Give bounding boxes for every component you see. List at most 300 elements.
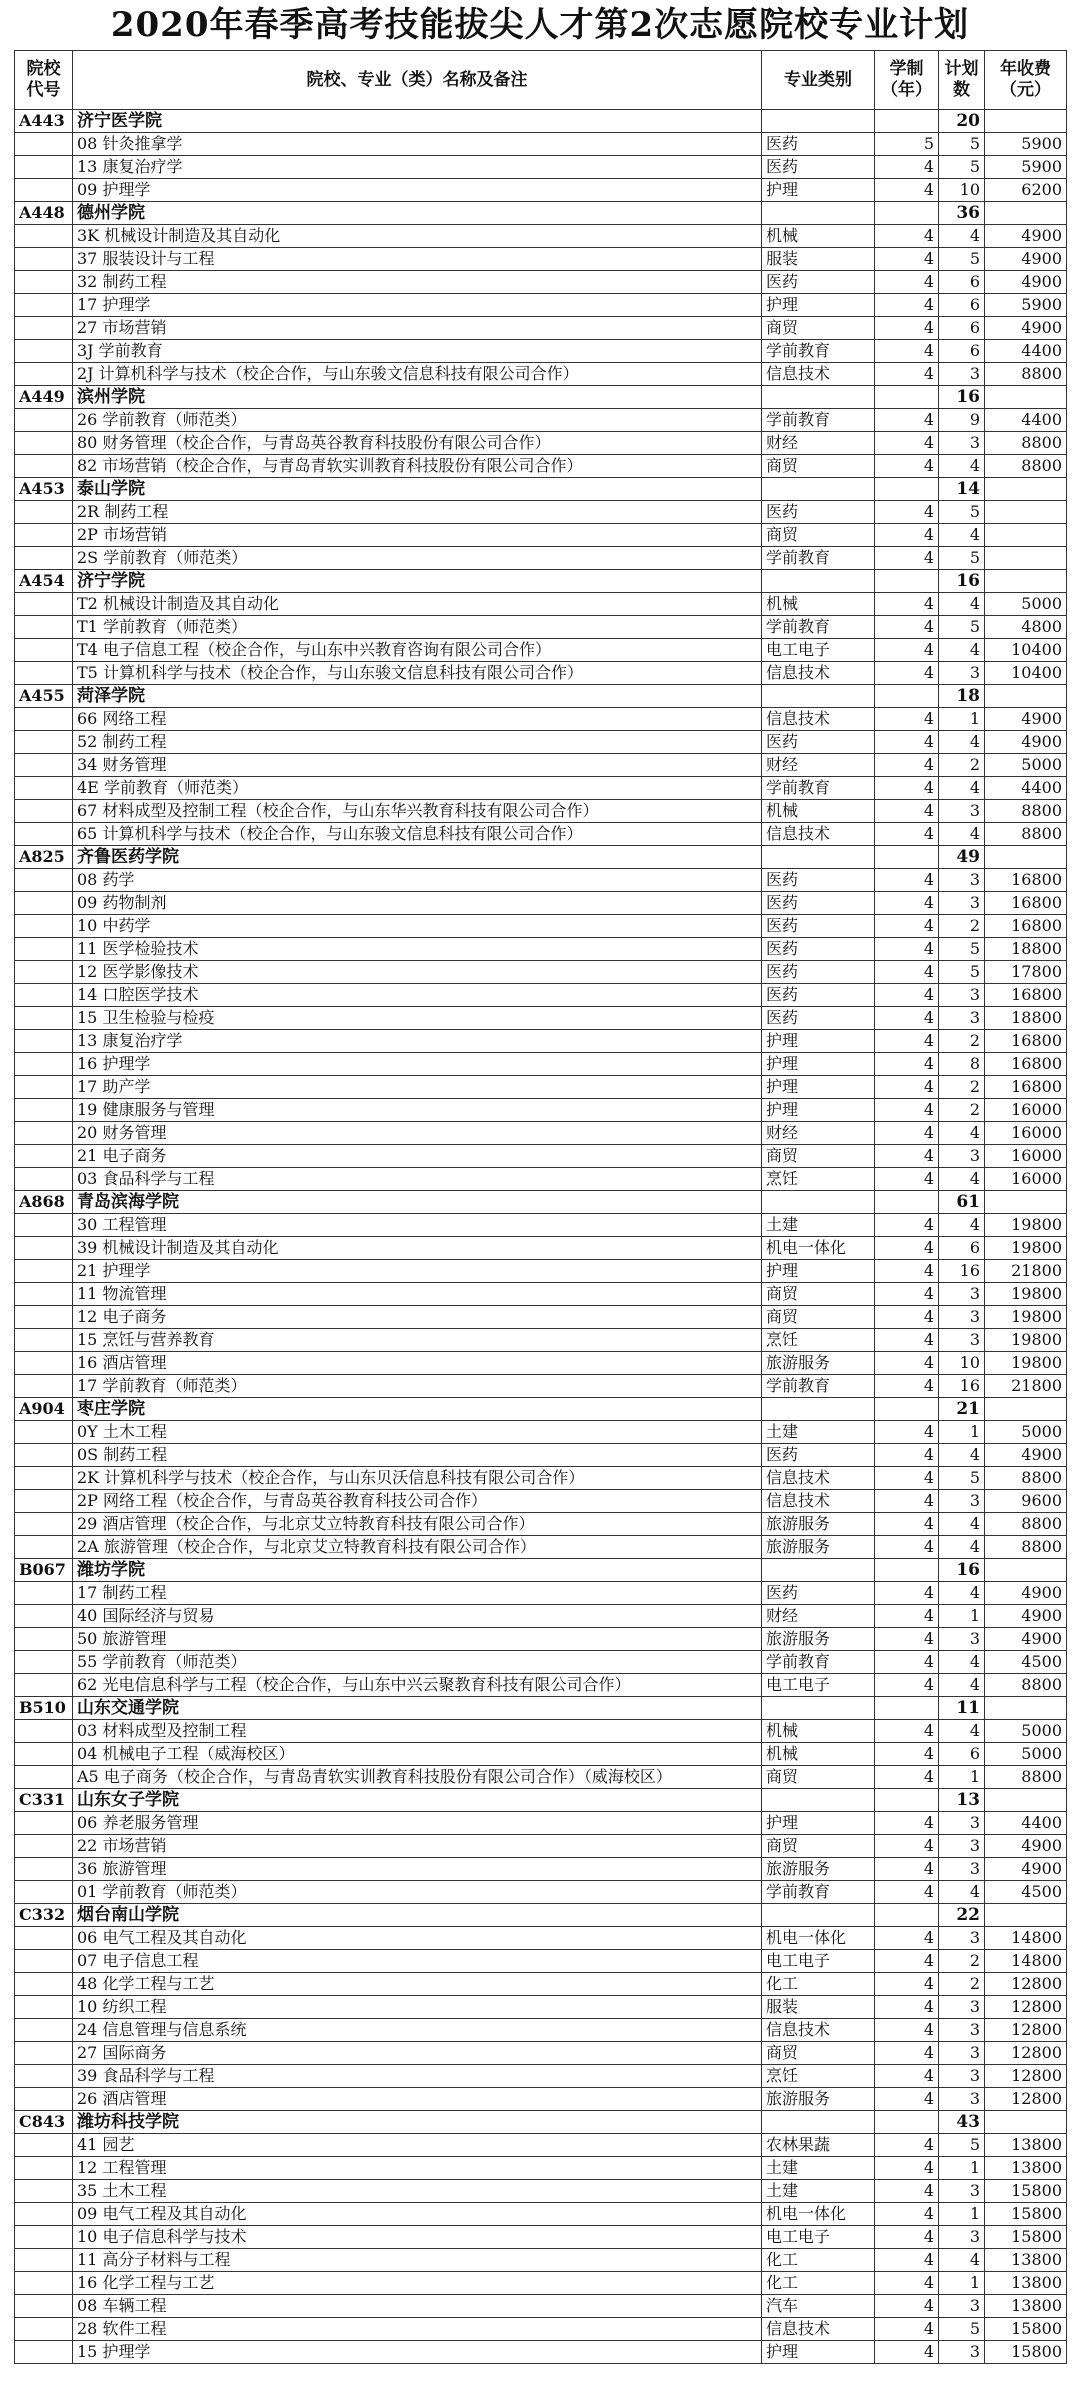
major-category: 医药 (762, 731, 875, 754)
major-name: 66 网络工程 (73, 708, 762, 731)
major-code-empty (15, 501, 73, 524)
school-years-empty (875, 1191, 939, 1214)
major-count: 5 (939, 961, 985, 984)
school-fee-empty (985, 1904, 1067, 1927)
major-count: 6 (939, 271, 985, 294)
school-category-empty (762, 110, 875, 133)
major-category: 医药 (762, 1007, 875, 1030)
major-category: 旅游服务 (762, 1628, 875, 1651)
school-name: 烟台南山学院 (73, 1904, 762, 1927)
school-code: A449 (15, 386, 73, 409)
major-name: 03 材料成型及控制工程 (73, 1720, 762, 1743)
major-fee: 15800 (985, 2180, 1067, 2203)
major-row (15, 777, 1067, 800)
major-code-empty (15, 2249, 73, 2272)
school-category-empty (762, 846, 875, 869)
major-name: 16 酒店管理 (73, 1352, 762, 1375)
major-category: 信息技术 (762, 363, 875, 386)
major-row (15, 1421, 1067, 1444)
major-fee (985, 524, 1067, 547)
major-category: 机械 (762, 225, 875, 248)
major-years: 4 (875, 639, 939, 662)
major-fee: 5000 (985, 1421, 1067, 1444)
major-count: 2 (939, 754, 985, 777)
major-years: 4 (875, 1628, 939, 1651)
major-years: 5 (875, 133, 939, 156)
major-years: 4 (875, 2019, 939, 2042)
major-years: 4 (875, 1950, 939, 1973)
major-row (15, 1605, 1067, 1628)
major-row (15, 1214, 1067, 1237)
school-category-empty (762, 386, 875, 409)
major-name: T5 计算机科学与技术（校企合作，与山东骏文信息科技有限公司合作） (73, 662, 762, 685)
major-count: 5 (939, 156, 985, 179)
school-code: A455 (15, 685, 73, 708)
major-name: 12 电子商务 (73, 1306, 762, 1329)
major-category: 信息技术 (762, 1490, 875, 1513)
school-total: 18 (939, 685, 985, 708)
major-count: 3 (939, 892, 985, 915)
major-years: 4 (875, 1306, 939, 1329)
major-row (15, 1996, 1067, 2019)
major-fee: 13800 (985, 2157, 1067, 2180)
major-row (15, 892, 1067, 915)
school-name: 德州学院 (73, 202, 762, 225)
major-category: 旅游服务 (762, 1513, 875, 1536)
major-name: 17 学前教育（师范类） (73, 1375, 762, 1398)
major-category: 化工 (762, 2272, 875, 2295)
major-name: 27 市场营销 (73, 317, 762, 340)
major-count: 4 (939, 225, 985, 248)
major-name: 15 护理学 (73, 2341, 762, 2364)
major-name: 17 助产学 (73, 1076, 762, 1099)
major-name: 09 护理学 (73, 179, 762, 202)
major-code-empty (15, 892, 73, 915)
header-count: 计划数 (939, 51, 985, 110)
school-row (15, 846, 1067, 869)
major-years: 4 (875, 892, 939, 915)
major-fee: 4800 (985, 616, 1067, 639)
major-name: 82 市场营销（校企合作，与青岛青软实训教育科技股份有限公司合作） (73, 455, 762, 478)
major-code-empty (15, 340, 73, 363)
major-count: 4 (939, 1214, 985, 1237)
major-category: 商贸 (762, 317, 875, 340)
major-row (15, 2180, 1067, 2203)
major-name: 19 健康服务与管理 (73, 1099, 762, 1122)
major-count: 4 (939, 823, 985, 846)
major-fee (985, 501, 1067, 524)
major-row (15, 869, 1067, 892)
major-fee: 8800 (985, 363, 1067, 386)
major-fee: 13800 (985, 2295, 1067, 2318)
major-count: 4 (939, 2249, 985, 2272)
school-name: 滨州学院 (73, 386, 762, 409)
major-code-empty (15, 317, 73, 340)
major-category: 信息技术 (762, 823, 875, 846)
major-row (15, 1352, 1067, 1375)
major-category: 电工电子 (762, 639, 875, 662)
major-years: 4 (875, 1743, 939, 1766)
major-code-empty (15, 1444, 73, 1467)
major-code-empty (15, 1145, 73, 1168)
major-name: 10 纺织工程 (73, 1996, 762, 2019)
major-count: 3 (939, 2295, 985, 2318)
major-count: 4 (939, 593, 985, 616)
major-name: 32 制药工程 (73, 271, 762, 294)
major-years: 4 (875, 1536, 939, 1559)
major-count: 16 (939, 1260, 985, 1283)
major-row (15, 432, 1067, 455)
major-code-empty (15, 938, 73, 961)
major-row (15, 1283, 1067, 1306)
school-years-empty (875, 1398, 939, 1421)
major-name: 08 车辆工程 (73, 2295, 762, 2318)
major-category: 旅游服务 (762, 1858, 875, 1881)
school-years-empty (875, 1904, 939, 1927)
major-code-empty (15, 524, 73, 547)
major-category: 化工 (762, 2249, 875, 2272)
major-code-empty (15, 1605, 73, 1628)
school-code: C843 (15, 2111, 73, 2134)
major-fee: 16800 (985, 984, 1067, 1007)
major-category: 护理 (762, 1099, 875, 1122)
major-years: 4 (875, 1007, 939, 1030)
school-years-empty (875, 1559, 939, 1582)
major-code-empty (15, 547, 73, 570)
major-row (15, 593, 1067, 616)
major-category: 电工电子 (762, 1950, 875, 1973)
school-code: A825 (15, 846, 73, 869)
major-code-empty (15, 639, 73, 662)
major-category: 财经 (762, 1122, 875, 1145)
school-category-empty (762, 1191, 875, 1214)
major-row (15, 156, 1067, 179)
major-category: 化工 (762, 1973, 875, 1996)
school-code: A868 (15, 1191, 73, 1214)
major-code-empty (15, 2019, 73, 2042)
major-row (15, 294, 1067, 317)
major-fee: 19800 (985, 1283, 1067, 1306)
major-category: 医药 (762, 961, 875, 984)
major-count: 2 (939, 1973, 985, 1996)
major-years: 4 (875, 2134, 939, 2157)
major-code-empty (15, 409, 73, 432)
major-fee: 12800 (985, 2019, 1067, 2042)
major-code-empty (15, 823, 73, 846)
major-category: 电工电子 (762, 2226, 875, 2249)
major-count: 4 (939, 1881, 985, 1904)
major-name: 17 护理学 (73, 294, 762, 317)
school-total: 20 (939, 110, 985, 133)
major-row (15, 547, 1067, 570)
major-name: 04 机械电子工程（威海校区） (73, 1743, 762, 1766)
major-fee: 16800 (985, 869, 1067, 892)
major-years: 4 (875, 179, 939, 202)
major-category: 护理 (762, 294, 875, 317)
school-name: 潍坊科技学院 (73, 2111, 762, 2134)
major-code-empty (15, 593, 73, 616)
major-fee: 17800 (985, 961, 1067, 984)
major-name: 27 国际商务 (73, 2042, 762, 2065)
major-row (15, 2318, 1067, 2341)
major-category: 医药 (762, 156, 875, 179)
major-count: 2 (939, 1099, 985, 1122)
major-category: 商贸 (762, 1306, 875, 1329)
major-row (15, 1628, 1067, 1651)
major-row (15, 1674, 1067, 1697)
major-name: 24 信息管理与信息系统 (73, 2019, 762, 2042)
major-fee: 8800 (985, 1536, 1067, 1559)
major-name: 12 工程管理 (73, 2157, 762, 2180)
major-code-empty (15, 1030, 73, 1053)
major-row (15, 225, 1067, 248)
major-name: 16 化学工程与工艺 (73, 2272, 762, 2295)
school-category-empty (762, 1697, 875, 1720)
major-fee: 15800 (985, 2226, 1067, 2249)
major-fee: 8800 (985, 1467, 1067, 1490)
major-code-empty (15, 2065, 73, 2088)
major-fee: 18800 (985, 938, 1067, 961)
major-fee: 19800 (985, 1329, 1067, 1352)
major-name: 22 市场营销 (73, 1835, 762, 1858)
major-count: 3 (939, 2065, 985, 2088)
major-name: 08 药学 (73, 869, 762, 892)
major-row (15, 501, 1067, 524)
major-code-empty (15, 1651, 73, 1674)
major-category: 学前教育 (762, 340, 875, 363)
major-fee: 4900 (985, 1858, 1067, 1881)
school-name: 青岛滨海学院 (73, 1191, 762, 1214)
major-row (15, 1720, 1067, 1743)
major-category: 机械 (762, 800, 875, 823)
major-code-empty (15, 1835, 73, 1858)
major-years: 4 (875, 1674, 939, 1697)
major-category: 信息技术 (762, 2318, 875, 2341)
school-row (15, 202, 1067, 225)
major-years: 4 (875, 1513, 939, 1536)
school-name: 泰山学院 (73, 478, 762, 501)
major-years: 4 (875, 1582, 939, 1605)
major-category: 汽车 (762, 2295, 875, 2318)
major-count: 4 (939, 731, 985, 754)
major-category: 医药 (762, 915, 875, 938)
major-name: 40 国际经济与贸易 (73, 1605, 762, 1628)
major-count: 5 (939, 616, 985, 639)
major-count: 3 (939, 1812, 985, 1835)
major-years: 4 (875, 1881, 939, 1904)
major-count: 3 (939, 2180, 985, 2203)
major-years: 4 (875, 524, 939, 547)
major-row (15, 363, 1067, 386)
major-years: 4 (875, 754, 939, 777)
school-code: A454 (15, 570, 73, 593)
major-count: 4 (939, 639, 985, 662)
school-total: 16 (939, 1559, 985, 1582)
major-years: 4 (875, 1352, 939, 1375)
major-fee: 16800 (985, 915, 1067, 938)
major-row (15, 1651, 1067, 1674)
major-row (15, 2295, 1067, 2318)
major-name: 01 学前教育（师范类） (73, 1881, 762, 1904)
major-name: 09 药物制剂 (73, 892, 762, 915)
major-code-empty (15, 1329, 73, 1352)
major-category: 学前教育 (762, 409, 875, 432)
major-years: 4 (875, 2203, 939, 2226)
major-fee: 8800 (985, 800, 1067, 823)
major-count: 5 (939, 248, 985, 271)
school-row (15, 1904, 1067, 1927)
major-code-empty (15, 1099, 73, 1122)
major-name: 11 物流管理 (73, 1283, 762, 1306)
school-name: 山东交通学院 (73, 1697, 762, 1720)
major-years: 4 (875, 2088, 939, 2111)
major-row (15, 1766, 1067, 1789)
major-fee: 4400 (985, 777, 1067, 800)
school-total: 16 (939, 386, 985, 409)
major-fee: 8800 (985, 1766, 1067, 1789)
school-years-empty (875, 1697, 939, 1720)
major-category: 护理 (762, 1260, 875, 1283)
major-category: 学前教育 (762, 616, 875, 639)
major-code-empty (15, 2272, 73, 2295)
major-years: 4 (875, 984, 939, 1007)
major-category: 机电一体化 (762, 1927, 875, 1950)
header-years: 学制（年） (875, 51, 939, 110)
major-code-empty (15, 1950, 73, 1973)
major-name: 03 食品科学与工程 (73, 1168, 762, 1191)
major-code-empty (15, 984, 73, 1007)
major-years: 4 (875, 340, 939, 363)
major-code-empty (15, 432, 73, 455)
major-fee: 16000 (985, 1145, 1067, 1168)
major-years: 4 (875, 1076, 939, 1099)
major-count: 5 (939, 2134, 985, 2157)
major-count: 6 (939, 317, 985, 340)
major-category: 土建 (762, 2180, 875, 2203)
major-count: 4 (939, 524, 985, 547)
major-name: 15 卫生检验与检疫 (73, 1007, 762, 1030)
major-fee: 4400 (985, 340, 1067, 363)
major-name: 21 护理学 (73, 1260, 762, 1283)
major-category: 旅游服务 (762, 1352, 875, 1375)
major-fee: 12800 (985, 1996, 1067, 2019)
major-count: 8 (939, 1053, 985, 1076)
major-code-empty (15, 777, 73, 800)
major-row (15, 1467, 1067, 1490)
header-fee: 年收费（元） (985, 51, 1067, 110)
major-code-empty (15, 455, 73, 478)
major-fee: 5900 (985, 294, 1067, 317)
major-years: 4 (875, 248, 939, 271)
major-code-empty (15, 1536, 73, 1559)
major-category: 土建 (762, 1421, 875, 1444)
major-count: 6 (939, 294, 985, 317)
major-count: 5 (939, 501, 985, 524)
major-fee: 4900 (985, 1628, 1067, 1651)
school-fee-empty (985, 1191, 1067, 1214)
major-row (15, 2203, 1067, 2226)
major-category: 护理 (762, 1812, 875, 1835)
major-row (15, 1950, 1067, 1973)
major-row (15, 961, 1067, 984)
school-row (15, 478, 1067, 501)
major-row (15, 1168, 1067, 1191)
major-row (15, 1490, 1067, 1513)
school-category-empty (762, 570, 875, 593)
major-name: 39 食品科学与工程 (73, 2065, 762, 2088)
major-count: 1 (939, 2157, 985, 2180)
major-years: 4 (875, 1766, 939, 1789)
major-years: 4 (875, 616, 939, 639)
major-count: 3 (939, 1858, 985, 1881)
major-count: 3 (939, 800, 985, 823)
major-name: 15 烹饪与营养教育 (73, 1329, 762, 1352)
major-fee: 8800 (985, 455, 1067, 478)
major-row (15, 2272, 1067, 2295)
major-category: 商贸 (762, 1145, 875, 1168)
major-code-empty (15, 156, 73, 179)
major-name: 16 护理学 (73, 1053, 762, 1076)
major-category: 土建 (762, 2157, 875, 2180)
major-fee: 6200 (985, 179, 1067, 202)
major-name: 65 计算机科学与技术（校企合作，与山东骏文信息科技有限公司合作） (73, 823, 762, 846)
major-years: 4 (875, 869, 939, 892)
school-years-empty (875, 570, 939, 593)
major-name: 50 旅游管理 (73, 1628, 762, 1651)
major-row (15, 2249, 1067, 2272)
major-fee: 21800 (985, 1260, 1067, 1283)
major-row (15, 1812, 1067, 1835)
major-years: 4 (875, 547, 939, 570)
major-code-empty (15, 2295, 73, 2318)
major-row (15, 340, 1067, 363)
major-row (15, 1743, 1067, 1766)
major-code-empty (15, 1513, 73, 1536)
major-code-empty (15, 1076, 73, 1099)
major-name: 41 园艺 (73, 2134, 762, 2157)
major-years: 4 (875, 409, 939, 432)
major-name: 36 旅游管理 (73, 1858, 762, 1881)
major-count: 5 (939, 1467, 985, 1490)
major-row (15, 2088, 1067, 2111)
major-years: 4 (875, 501, 939, 524)
major-category: 医药 (762, 869, 875, 892)
school-code: C331 (15, 1789, 73, 1812)
header-row (15, 51, 1067, 110)
major-category: 商贸 (762, 455, 875, 478)
major-count: 2 (939, 1076, 985, 1099)
major-category: 烹饪 (762, 1168, 875, 1191)
school-category-empty (762, 1789, 875, 1812)
major-row (15, 2226, 1067, 2249)
major-name: 10 中药学 (73, 915, 762, 938)
major-count: 4 (939, 1651, 985, 1674)
major-name: 29 酒店管理（校企合作，与北京艾立特教育科技有限公司合作） (73, 1513, 762, 1536)
major-name: 55 学前教育（师范类） (73, 1651, 762, 1674)
major-years: 4 (875, 1122, 939, 1145)
major-fee: 5900 (985, 133, 1067, 156)
major-category: 商贸 (762, 1766, 875, 1789)
major-fee: 5900 (985, 156, 1067, 179)
major-code-empty (15, 961, 73, 984)
major-fee: 14800 (985, 1927, 1067, 1950)
major-fee: 4500 (985, 1651, 1067, 1674)
school-total: 11 (939, 1697, 985, 1720)
major-row (15, 524, 1067, 547)
major-fee: 19800 (985, 1352, 1067, 1375)
major-code-empty (15, 133, 73, 156)
major-years: 4 (875, 1927, 939, 1950)
